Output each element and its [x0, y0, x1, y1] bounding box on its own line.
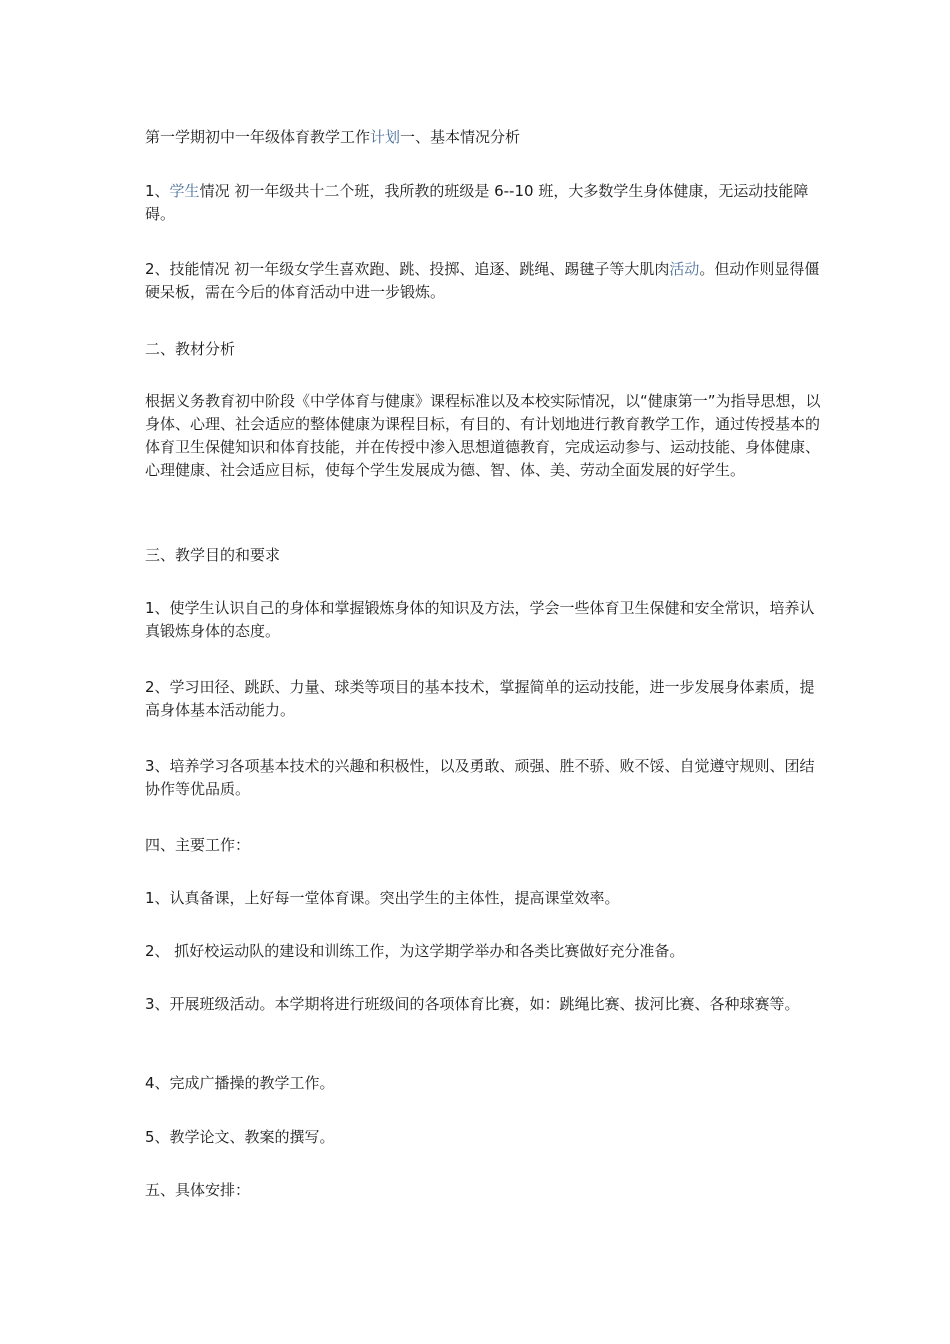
activity-link[interactable]: 活动: [669, 260, 700, 278]
paragraph-goal-1: 1、使学生认识自己的身体和掌握锻炼身体的知识及方法，学会一些体育卫生保健和安全常识，培养认真锻炼身体的态度。: [145, 599, 815, 640]
heading-textbook-analysis: 二、教材分析: [145, 340, 236, 358]
paragraph-text: 情况 初一年级共十二个班，我所教的班级是 6--10 班，大多数学生身体健康，无运动技能障碍。: [145, 182, 809, 223]
title-text: 第一学期初中一年级体育教学工作: [145, 128, 371, 146]
plan-link[interactable]: 计划: [370, 128, 401, 146]
paragraph-work-3: 3、开展班级活动。本学期将进行班级间的各项体育比赛，如：跳绳比赛、拔河比赛、各种球赛等。: [145, 995, 800, 1013]
paragraph-goal-3: 3、培养学习各项基本技术的兴趣和积极性，以及勇敢、顽强、胜不骄、败不馁、自觉遵守规则、团结协作等优品质。: [145, 757, 815, 798]
paragraph-student-situation: [145, 180, 825, 226]
heading-main-work: 四、主要工作：: [145, 836, 251, 854]
paragraph-text-rest: 。但动作则显得僵硬呆板，需在今后的体育活动中进一步锻炼。: [145, 260, 820, 301]
document-title: [145, 126, 825, 149]
paragraph-prefix: 1、: [145, 182, 170, 200]
title-section-one: 一、基本情况分析: [400, 128, 521, 146]
paragraph-work-5: 5、教学论文、教案的撰写。: [145, 1128, 335, 1146]
paragraph-text: 2、技能情况 初一年级女学生喜欢跑、跳、投掷、追逐、跳绳、踢毽子等大肌肉: [145, 260, 670, 278]
student-link[interactable]: 学生: [169, 182, 200, 200]
paragraph-skill-situation: [145, 258, 825, 304]
heading-teaching-goals: 三、教学目的和要求: [145, 546, 281, 564]
paragraph-goal-2: 2、学习田径、跳跃、力量、球类等项目的基本技术，掌握简单的运动技能，进一步发展身体素质，提高身体基本活动能力。: [145, 678, 815, 719]
paragraph-work-4: 4、完成广播操的教学工作。: [145, 1074, 335, 1092]
paragraph-work-2: 2、 抓好校运动队的建设和训练工作，为这学期学举办和各类比赛做好充分准备。: [145, 942, 685, 960]
heading-specific-arrangement: 五、具体安排：: [145, 1181, 251, 1199]
paragraph-work-1: 1、认真备课，上好每一堂体育课。突出学生的主体性，提高课堂效率。: [145, 889, 620, 907]
paragraph-textbook-analysis: 根据义务教育初中阶段《中学体育与健康》课程标准以及本校实际情况，以“健康第一”为指导思想，以身体、心理、社会适应的整体健康为课程目标，有目的、有计划地进行教育教学工作，通过传授基本的体育卫生保健知识和体育技能，并在传授中渗入思想道德教育，完成运动参与、运动技能、身体健康、心理健康、社会适应目标，使每个学生发展成为德、智、体、美、劳动全面发展的好学生。: [145, 392, 821, 479]
